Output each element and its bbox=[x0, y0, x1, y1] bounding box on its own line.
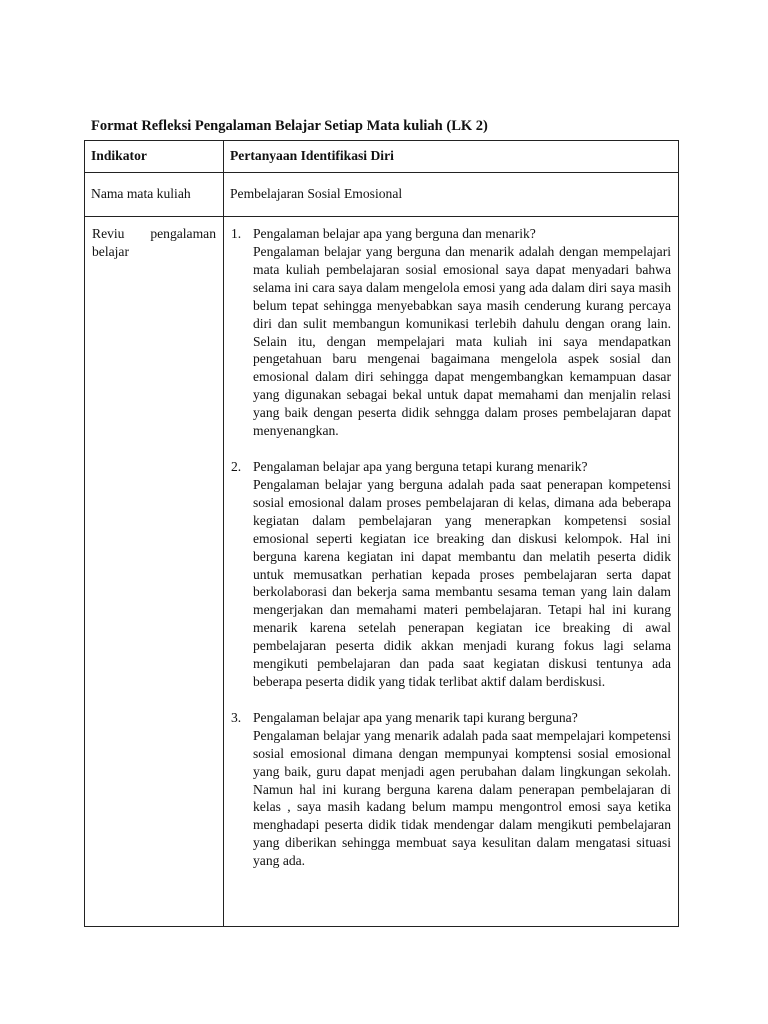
item-answer: Pengalaman belajar yang menarik adalah pada saat mempelajari kompetensi sosial emosional dimana dengan mempunyai komptensi sosial emosional yang baik, guru dapat menjadi agen perubahan dalam lingkungan sekolah. Namun hal ini kurang berguna karena dalam penerapan pembelajaran di kelas , saya masih kadang belum mampu mengontrol emosi saya ketika menghadapi peserta didik tidak mendengar dalam mengikuti pembelajaran yang diberikan sehingga membuat saya kesulitan dalam mengatasi situasi yang ada. bbox=[253, 727, 671, 869]
reflection-question-list bbox=[225, 218, 677, 870]
table-header-row bbox=[85, 141, 679, 173]
reflection-table bbox=[84, 140, 679, 927]
document-title: Format Refleksi Pengalaman Belajar Setiap Mata kuliah (LK 2) bbox=[91, 118, 488, 134]
item-question: Pengalaman belajar apa yang menarik tapi kurang berguna? bbox=[253, 709, 578, 725]
header-pertanyaan: Pertanyaan Identifikasi Diri bbox=[224, 141, 679, 173]
item-number: 3. bbox=[231, 709, 242, 725]
header-indikator: Indikator bbox=[85, 141, 224, 173]
review-label bbox=[86, 218, 222, 261]
review-row bbox=[85, 217, 679, 927]
item-answer: Pengalaman belajar yang berguna dan menarik adalah dengan mempelajari mata kuliah pembelajaran sosial emosional saya dapat menyadari bahwa selama ini cara saya dalam mengelola emosi yang ada dalam diri saya masih belum tepat sehingga menyebabkan saya masih cenderung kurang percaya diri dan sulit membangun komunikasi terlebih dahulu dengan orang lain. Selain itu, dengan mempelajari mata kuliah ini saya mendapatkan pengetahuan baru mengenai bagaimana mengelola aspek sosial dan emosional dalam diri sehingga dapat mengembangkan kemampuan dasar yang digunakan sebagai bekal untuk dapat memahami dan menjalin relasi yang baik dengan peserta didik sehngga dalam proses pembelajaran dapat menyenangkan. bbox=[253, 244, 671, 439]
item-question: Pengalaman belajar apa yang berguna tetapi kurang menarik? bbox=[253, 458, 588, 474]
review-label-line2: belajar bbox=[92, 244, 129, 259]
item-answer: Pengalaman belajar yang berguna adalah pada saat penerapan kompetensi sosial emosional dalam proses pembelajaran di kelas, dimana ada beberapa kegiatan dalam pembelajaran yang menerapkan kompetensi sosial emosional seperti kegiatan ice breaking dan diskusi kelompok. Hal ini berguna karena kegiatan ini dapat membantu dan melatih peserta didik untuk memusatkan perhatian kepada proses pembelajaran serta dapat berkolaborasi dan bekerja sama membantu sesama teman yang lain dalam mengerjakan dan memahami materi pembelajaran. Tetapi hal ini kurang menarik karena setelah penerapan kegiatan ice breaking di awal pembelajaran peserta didik akkan menjadi kurang fokus lagi selama mengikuti pembelajaran dan pada saat kegiatan diskusi tentunya ada beberapa peserta didik yang tidak terlibat aktif dalam berdiskusi. bbox=[253, 476, 671, 689]
course-label: Nama mata kuliah bbox=[85, 173, 224, 217]
review-label-cell bbox=[85, 217, 224, 927]
item-number: 2. bbox=[231, 458, 242, 474]
list-item bbox=[231, 458, 671, 691]
item-number: 1. bbox=[231, 226, 242, 241]
course-name: Pembelajaran Sosial Emosional bbox=[224, 173, 679, 217]
item-question: Pengalaman belajar apa yang berguna dan menarik? bbox=[253, 226, 536, 241]
list-item bbox=[231, 225, 671, 440]
review-label-line1: Reviu pengalaman bbox=[92, 226, 216, 241]
review-content-cell bbox=[224, 217, 679, 927]
list-item bbox=[231, 709, 671, 870]
course-row bbox=[85, 173, 679, 217]
